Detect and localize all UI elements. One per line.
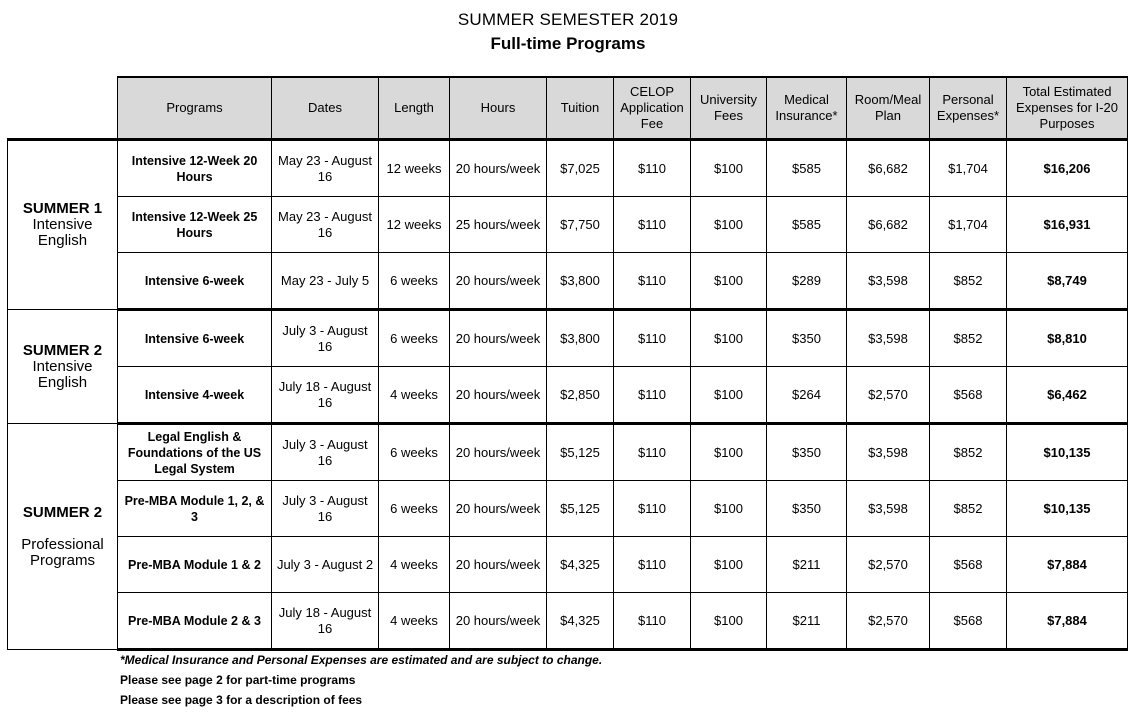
program-cell: Intensive 12-Week 25 Hours <box>118 197 272 253</box>
total-cell: $10,135 <box>1007 424 1128 481</box>
header-corner <box>8 77 118 140</box>
footnote-fees: Please see page 3 for a description of fees <box>120 693 363 707</box>
medical-insurance-cell: $585 <box>767 140 847 197</box>
dates-cell: May 23 - July 5 <box>272 253 379 310</box>
group-subtitle: Professional Programs <box>21 535 104 569</box>
length-cell: 4 weeks <box>379 367 450 424</box>
university-fees-cell: $100 <box>691 593 767 650</box>
personal-expenses-cell: $568 <box>930 593 1007 650</box>
col-header-tuition: Tuition <box>547 77 614 140</box>
length-cell: 6 weeks <box>379 481 450 537</box>
room-meal-cell: $3,598 <box>847 424 930 481</box>
celop-fee-cell: $110 <box>614 310 691 367</box>
length-cell: 12 weeks <box>379 197 450 253</box>
col-header-length: Length <box>379 77 450 140</box>
university-fees-cell: $100 <box>691 537 767 593</box>
group-label <box>8 140 118 310</box>
footnote-part-time: Please see page 2 for part-time programs <box>120 673 356 687</box>
hours-cell: 20 hours/week <box>450 481 547 537</box>
medical-insurance-cell: $289 <box>767 253 847 310</box>
medical-insurance-cell: $350 <box>767 481 847 537</box>
group-label <box>8 424 118 650</box>
program-cell: Legal English & Foundations of the US Legal System <box>118 424 272 481</box>
table-row <box>8 310 1128 367</box>
tuition-cell: $5,125 <box>547 424 614 481</box>
dates-cell: July 3 - August 16 <box>272 481 379 537</box>
hours-cell: 20 hours/week <box>450 140 547 197</box>
table-row <box>8 593 1128 650</box>
hours-cell: 20 hours/week <box>450 537 547 593</box>
dates-cell: July 18 - August 16 <box>272 367 379 424</box>
hours-cell: 20 hours/week <box>450 593 547 650</box>
header-row <box>8 77 1128 140</box>
col-header-celop-fee: CELOP Application Fee <box>614 77 691 140</box>
length-cell: 6 weeks <box>379 253 450 310</box>
program-cell: Pre-MBA Module 2 & 3 <box>118 593 272 650</box>
group-title: SUMMER 2 <box>22 503 103 521</box>
program-cell: Intensive 12-Week 20 Hours <box>118 140 272 197</box>
personal-expenses-cell: $852 <box>930 310 1007 367</box>
total-cell: $6,462 <box>1007 367 1128 424</box>
table-row <box>8 481 1128 537</box>
personal-expenses-cell: $1,704 <box>930 140 1007 197</box>
celop-fee-cell: $110 <box>614 140 691 197</box>
room-meal-cell: $6,682 <box>847 197 930 253</box>
medical-insurance-cell: $211 <box>767 537 847 593</box>
total-cell: $10,135 <box>1007 481 1128 537</box>
tuition-cell: $7,750 <box>547 197 614 253</box>
fees-table <box>7 76 1128 651</box>
table-row <box>8 140 1128 197</box>
col-header-university-fees: University Fees <box>691 77 767 140</box>
length-cell: 12 weeks <box>379 140 450 197</box>
col-header-medical-insurance: Medical Insurance* <box>767 77 847 140</box>
celop-fee-cell: $110 <box>614 537 691 593</box>
length-cell: 6 weeks <box>379 424 450 481</box>
room-meal-cell: $3,598 <box>847 253 930 310</box>
tuition-cell: $2,850 <box>547 367 614 424</box>
program-cell: Intensive 6-week <box>118 310 272 367</box>
celop-fee-cell: $110 <box>614 593 691 650</box>
celop-fee-cell: $110 <box>614 481 691 537</box>
medical-insurance-cell: $350 <box>767 424 847 481</box>
total-cell: $16,206 <box>1007 140 1128 197</box>
medical-insurance-cell: $264 <box>767 367 847 424</box>
total-cell: $7,884 <box>1007 593 1128 650</box>
table-row <box>8 424 1128 481</box>
personal-expenses-cell: $1,704 <box>930 197 1007 253</box>
room-meal-cell: $3,598 <box>847 481 930 537</box>
program-cell: Pre-MBA Module 1 & 2 <box>118 537 272 593</box>
length-cell: 4 weeks <box>379 537 450 593</box>
col-header-dates: Dates <box>272 77 379 140</box>
university-fees-cell: $100 <box>691 481 767 537</box>
university-fees-cell: $100 <box>691 140 767 197</box>
medical-insurance-cell: $350 <box>767 310 847 367</box>
col-header-programs: Programs <box>118 77 272 140</box>
program-cell: Intensive 6-week <box>118 253 272 310</box>
hours-cell: 20 hours/week <box>450 310 547 367</box>
celop-fee-cell: $110 <box>614 367 691 424</box>
tuition-cell: $4,325 <box>547 537 614 593</box>
celop-fee-cell: $110 <box>614 197 691 253</box>
total-cell: $8,810 <box>1007 310 1128 367</box>
hours-cell: 20 hours/week <box>450 424 547 481</box>
dates-cell: July 18 - August 16 <box>272 593 379 650</box>
total-cell: $16,931 <box>1007 197 1128 253</box>
university-fees-cell: $100 <box>691 253 767 310</box>
dates-cell: July 3 - August 16 <box>272 424 379 481</box>
room-meal-cell: $2,570 <box>847 537 930 593</box>
medical-insurance-cell: $211 <box>767 593 847 650</box>
col-header-hours: Hours <box>450 77 547 140</box>
footnotes <box>120 650 602 710</box>
hours-cell: 20 hours/week <box>450 367 547 424</box>
program-cell: Intensive 4-week <box>118 367 272 424</box>
dates-cell: May 23 - August 16 <box>272 197 379 253</box>
col-header-total: Total Estimated Expenses for I-20 Purposes <box>1007 77 1128 140</box>
page-title: SUMMER SEMESTER 2019 <box>457 10 679 29</box>
medical-insurance-cell: $585 <box>767 197 847 253</box>
table-row <box>8 197 1128 253</box>
room-meal-cell: $2,570 <box>847 593 930 650</box>
personal-expenses-cell: $568 <box>930 367 1007 424</box>
personal-expenses-cell: $852 <box>930 253 1007 310</box>
tuition-cell: $4,325 <box>547 593 614 650</box>
room-meal-cell: $6,682 <box>847 140 930 197</box>
dates-cell: May 23 - August 16 <box>272 140 379 197</box>
group-title: SUMMER 1 <box>22 200 103 217</box>
group-subtitle: Intensive English <box>32 357 93 391</box>
room-meal-cell: $3,598 <box>847 310 930 367</box>
university-fees-cell: $100 <box>691 367 767 424</box>
university-fees-cell: $100 <box>691 310 767 367</box>
personal-expenses-cell: $568 <box>930 537 1007 593</box>
total-cell: $8,749 <box>1007 253 1128 310</box>
hours-cell: 20 hours/week <box>450 253 547 310</box>
tuition-cell: $3,800 <box>547 310 614 367</box>
table-row <box>8 253 1128 310</box>
celop-fee-cell: $110 <box>614 424 691 481</box>
footnote-estimate: *Medical Insurance and Personal Expenses are estimated and are subject to change. <box>120 653 603 667</box>
tuition-cell: $3,800 <box>547 253 614 310</box>
table-row <box>8 537 1128 593</box>
length-cell: 4 weeks <box>379 593 450 650</box>
dates-cell: July 3 - August 2 <box>272 537 379 593</box>
tuition-cell: $7,025 <box>547 140 614 197</box>
col-header-personal-expenses: Personal Expenses* <box>930 77 1007 140</box>
celop-fee-cell: $110 <box>614 253 691 310</box>
program-cell: Pre-MBA Module 1, 2, & 3 <box>118 481 272 537</box>
hours-cell: 25 hours/week <box>450 197 547 253</box>
table-row <box>8 367 1128 424</box>
tuition-cell: $5,125 <box>547 481 614 537</box>
page-subtitle: Full-time Programs <box>490 34 646 53</box>
dates-cell: July 3 - August 16 <box>272 310 379 367</box>
personal-expenses-cell: $852 <box>930 424 1007 481</box>
university-fees-cell: $100 <box>691 424 767 481</box>
col-header-room-meal: Room/Meal Plan <box>847 77 930 140</box>
room-meal-cell: $2,570 <box>847 367 930 424</box>
group-subtitle: Intensive English <box>32 216 93 249</box>
group-title: SUMMER 2 <box>22 341 103 359</box>
university-fees-cell: $100 <box>691 197 767 253</box>
total-cell: $7,884 <box>1007 537 1128 593</box>
length-cell: 6 weeks <box>379 310 450 367</box>
personal-expenses-cell: $852 <box>930 481 1007 537</box>
group-label <box>8 310 118 424</box>
